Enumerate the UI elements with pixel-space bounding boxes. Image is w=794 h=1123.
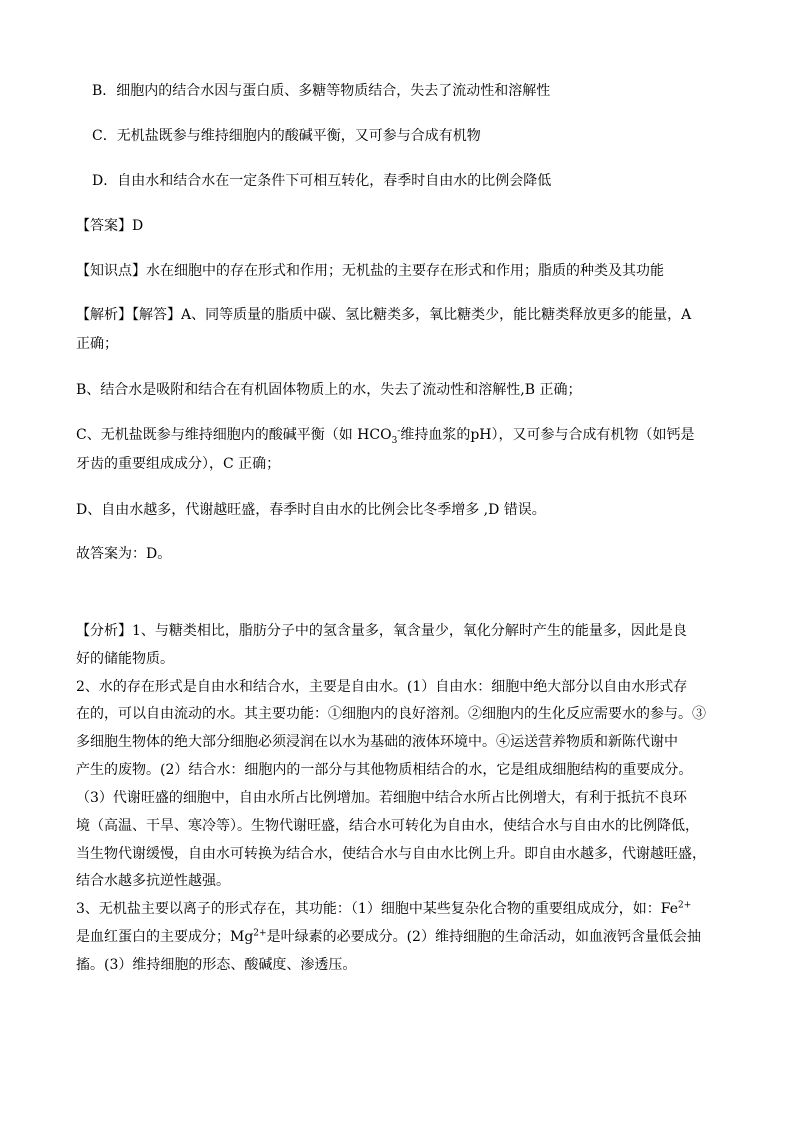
explain-c-sub: 3 bbox=[391, 435, 398, 446]
explain-d: D、自由水越多，代谢越旺盛，春季时自由水的比例会比冬季增多 ,D 错误。 bbox=[76, 502, 546, 518]
analysis-mg-post: 是叶绿素的必要成分。(2）维持细胞的生命活动，如血液钙含量低会抽 bbox=[266, 929, 701, 945]
analysis-line4: 在的，可以自由流动的水。其主要功能：①细胞内的良好溶剂。②细胞内的生化反应需要水的参与。③ bbox=[76, 706, 706, 722]
analysis-fe-sup: 2+ bbox=[678, 900, 692, 911]
analysis-line2: 好的储能物质。 bbox=[76, 651, 174, 667]
analysis-line8: 境（高温、干旱、寒冷等）。生物代谢旺盛，结合水可转化为自由水，使结合水与自由水的比例降低， bbox=[76, 818, 699, 834]
explain-c-post: 维持血浆的pH），又可参与合成有机物（如钙是 bbox=[400, 427, 695, 443]
analysis-line1: 【分析】1、与糖类相比，脂肪分子中的氢含量多，氧含量少，氧化分解时产生的能量多，因此是良 bbox=[76, 623, 687, 639]
analysis-line11 bbox=[76, 899, 691, 919]
analysis-line9: 当生物代谢缓慢，自由水可转换为结合水，使结合水与自由水比例上升。即自由水越多，代谢越旺盛， bbox=[76, 846, 706, 862]
analysis-fe-text: 3、无机盐主要以离子的形式存在，其功能：（1）细胞中某些复杂化合物的重要组成成分，如：Fe bbox=[76, 901, 679, 917]
explain-c-line1 bbox=[76, 425, 695, 445]
analysis-line10: 结合水越多抗逆性越强。 bbox=[76, 873, 230, 889]
explain-a-line2: 正确； bbox=[76, 336, 118, 352]
explain-b: B、结合水是吸附和结合在有机固体物质上的水，失去了流动性和溶解性,B 正确； bbox=[76, 382, 582, 398]
analysis-line3: 2、水的存在形式是自由水和结合水，主要是自由水。(1）自由水：细胞中绝大部分以自由水形式存 bbox=[76, 679, 688, 695]
analysis-line13: 搐。(3）维持细胞的形态、酸碱度、渗透压。 bbox=[76, 957, 357, 973]
option-d: D．自由水和结合水在一定条件下可相互转化，春季时自由水的比例会降低 bbox=[92, 173, 552, 189]
analysis-line7: （3）代谢旺盛的细胞中，自由水所占比例增加。若细胞中结合水所占比例增大，有利于抵抗不良环 bbox=[76, 790, 687, 806]
option-c: C．无机盐既参与维持细胞内的酸碱平衡，又可参与合成有机物 bbox=[92, 128, 481, 144]
analysis-line12 bbox=[76, 927, 701, 947]
analysis-mg-pre: 是血红蛋白的主要成分；Mg bbox=[76, 929, 254, 945]
option-b: B．细胞内的结合水因与蛋白质、多糖等物质结合，失去了流动性和溶解性 bbox=[92, 83, 551, 99]
conclusion: 故答案为：D。 bbox=[76, 546, 172, 562]
knowledge-points: 【知识点】水在细胞中的存在形式和作用；无机盐的主要存在形式和作用；脂质的种类及其功能 bbox=[76, 263, 664, 279]
analysis-mg-sup: 2+ bbox=[253, 928, 267, 939]
explain-c-sup: - bbox=[397, 426, 401, 437]
explain-c-line2: 牙齿的重要组成成分），C 正确； bbox=[76, 456, 281, 472]
explain-a-line1: 【解析】【解答】A、同等质量的脂质中碳、氢比糖类多，氧比糖类少，能比糖类释放更多的能量，A bbox=[76, 307, 692, 323]
analysis-line6: 产生的废物。(2）结合水：细胞内的一部分与其他物质相结合的水，它是组成细胞结构的重要成分。 bbox=[76, 762, 693, 778]
answer: 【答案】D bbox=[76, 218, 144, 234]
analysis-line5: 多细胞生物体的绝大部分细胞必须浸润在以水为基础的液体环境中。④运送营养物质和新陈代谢中 bbox=[76, 734, 678, 750]
explain-c-pre: C、无机盐既参与维持细胞内的酸碱平衡（如 HCO bbox=[76, 427, 392, 443]
